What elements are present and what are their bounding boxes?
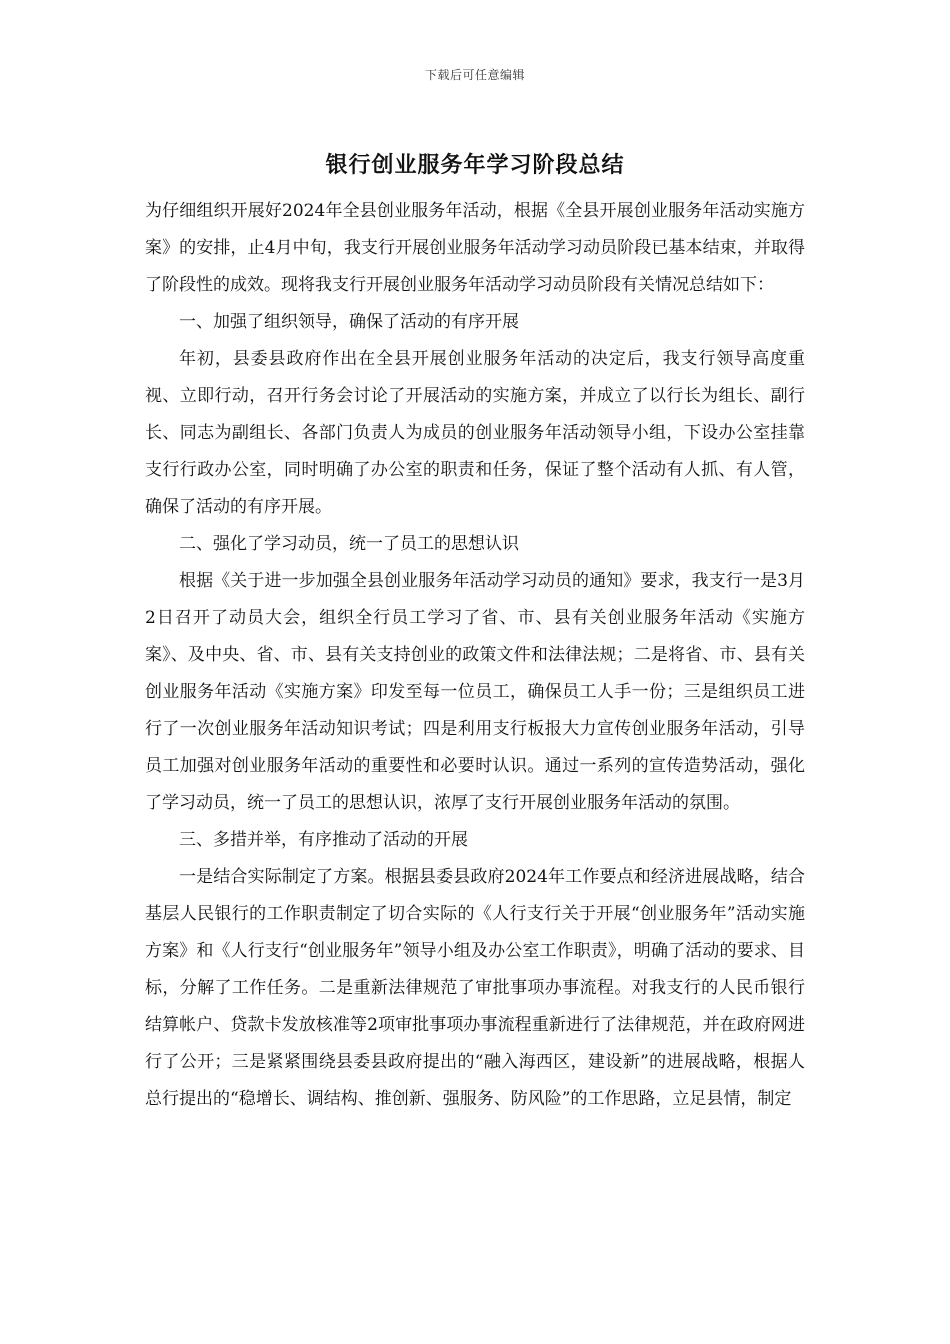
section-heading-1: 一、加强了组织领导，确保了活动的有序开展	[179, 312, 519, 332]
section-heading-2: 二、强化了学习动员，统一了员工的思想认识	[179, 534, 519, 554]
header-note: 下载后可任意编辑	[424, 68, 525, 82]
section-paragraph-2: 根据《关于进一步加强全县创业服务年活动学习动员的通知》要求，我支行一是3月2日召开了动员大会，组织全行员工学习了省、市、县有关创业服务年活动《实施方案》、及中央、省、市、县有关支持创业的政策文件和法律法规；二是将省、市、县有关创业服务年活动《实施方案》印发至每一位员工，确保员工人手一份；三是组织员工进行了一次创业服务年活动知识考试；四是利用支行板报大力宣传创业服务年活动，引导员工加强对创业服务年活动的重要性和必要时认识。通过一系列的宣传造势活动，强化了学习动员，统一了员工的思想认识，浓厚了支行开展创业服务年活动的氛围。	[145, 571, 805, 813]
document-body	[145, 193, 805, 1118]
section-paragraph-3: 一是结合实际制定了方案。根据县委县政府2024年工作要点和经济进展战略，结合基层人民银行的工作职责制定了切合实际的《人行支行关于开展“创业服务年”活动实施方案》和《人行支行“创业服务年”领导小组及办公室工作职责》，明确了活动的要求、目标，分解了工作任务。二是重新法律规范了审批事项办事流程。对我支行的人民币银行结算帐户、贷款卡发放核准等2项审批事项办事流程重新进行了法律规范，并在政府网进行了公开；三是紧紧围绕县委县政府提出的“融入海西区，建设新”的进展战略，根据人总行提出的“稳增长、调结构、推创新、强服务、防风险”的工作思路，立足县情，制定	[145, 867, 805, 1109]
section-heading-3: 三、多措并举，有序推动了活动的开展	[179, 830, 468, 850]
section-paragraph-1: 年初，县委县政府作出在全县开展创业服务年活动的决定后，我支行领导高度重视、立即行动，召开行务会讨论了开展活动的实施方案，并成立了以行长为组长、副行长、同志为副组长、各部门负责人为成员的创业服务年活动领导小组，下设办公室挂靠支行行政办公室，同时明确了办公室的职责和任务，保证了整个活动有人抓、有人管，确保了活动的有序开展。	[145, 349, 805, 517]
document-title: 银行创业服务年学习阶段总结	[325, 153, 625, 178]
intro-paragraph: 为仔细组织开展好2024年全县创业服务年活动，根据《全县开展创业服务年活动实施方案》的安排，止4月中旬，我支行开展创业服务年活动学习动员阶段已基本结束，并取得了阶段性的成效。现将我支行开展创业服务年活动学习动员阶段有关情况总结如下：	[145, 201, 805, 295]
